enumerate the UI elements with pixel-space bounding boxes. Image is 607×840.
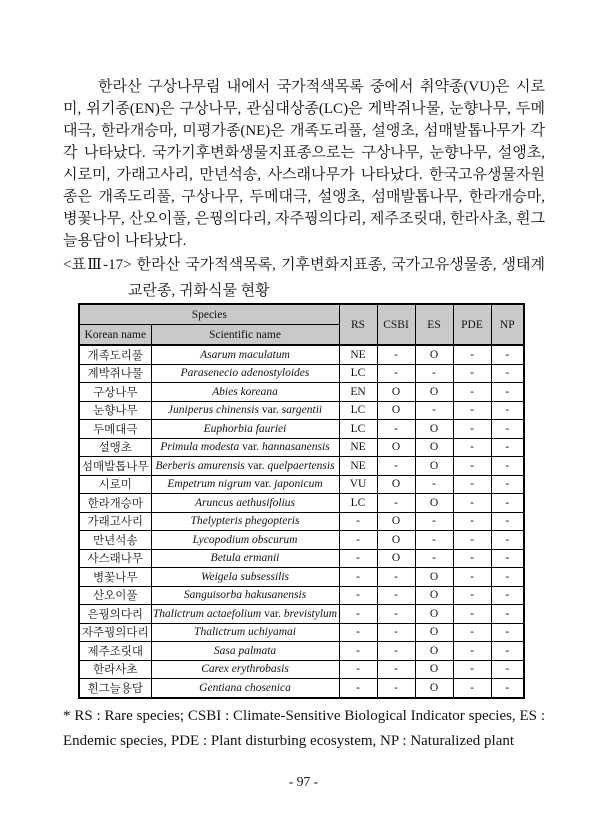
korean-name-cell: 두메대극 (79, 420, 151, 439)
scientific-name-cell: Parasenecio adenostyloides (151, 364, 339, 383)
table-row (79, 345, 524, 364)
rs-cell: - (339, 568, 377, 587)
caption-label: <표Ⅲ-17> (63, 257, 132, 273)
caption-text: 한라산 국가적색목록, 기후변화지표종, 국가고유생물종, 생태계교란종, 귀화식물 현황 (128, 257, 546, 299)
es-cell: O (415, 383, 453, 402)
es-header: ES (415, 304, 453, 345)
table-row (79, 457, 524, 476)
np-cell: - (491, 420, 524, 439)
table-row (79, 494, 524, 513)
korean-name-cell: 구상나무 (79, 383, 151, 402)
korean-name-cell: 한라개승마 (79, 494, 151, 513)
np-cell: - (491, 383, 524, 402)
rs-cell: - (339, 586, 377, 605)
csbi-cell: O (377, 475, 415, 494)
es-cell: O (415, 494, 453, 513)
pde-cell: - (453, 475, 491, 494)
pde-cell: - (453, 401, 491, 420)
table-row (79, 623, 524, 642)
np-cell: - (491, 679, 524, 698)
scientific-name-cell: Betula ermanii (151, 549, 339, 568)
pde-cell: - (453, 605, 491, 624)
es-cell: - (415, 401, 453, 420)
rs-cell: - (339, 531, 377, 550)
csbi-cell: O (377, 531, 415, 550)
rs-cell: - (339, 549, 377, 568)
korean-name-cell: 가래고사리 (79, 512, 151, 531)
csbi-cell: - (377, 586, 415, 605)
scientific-name-cell: Thalictrum uchiyamai (151, 623, 339, 642)
csbi-cell: O (377, 401, 415, 420)
np-cell: - (491, 568, 524, 587)
pde-cell: - (453, 679, 491, 698)
pde-cell: - (453, 642, 491, 661)
scientific-name-cell: Thalictrum actaefolium var. brevistylum (151, 605, 339, 624)
rs-cell: VU (339, 475, 377, 494)
es-cell: - (415, 531, 453, 550)
np-cell: - (491, 512, 524, 531)
table-row (79, 512, 524, 531)
table-row (79, 605, 524, 624)
species-table-header (79, 304, 524, 345)
csbi-cell: O (377, 512, 415, 531)
csbi-header: CSBI (377, 304, 415, 345)
species-table-body (79, 345, 524, 698)
pde-cell: - (453, 549, 491, 568)
table-row (79, 660, 524, 679)
csbi-cell: - (377, 660, 415, 679)
scientific-name-cell: Sasa palmata (151, 642, 339, 661)
korean-name-cell: 산오이풀 (79, 586, 151, 605)
korean-name-cell: 병꽃나무 (79, 568, 151, 587)
table-row (79, 679, 524, 698)
csbi-cell: - (377, 364, 415, 383)
scientific-name-cell: Euphorbia fauriei (151, 420, 339, 439)
table-row (79, 420, 524, 439)
es-cell: O (415, 642, 453, 661)
species-table (78, 303, 525, 699)
rs-cell: - (339, 679, 377, 698)
pde-cell: - (453, 531, 491, 550)
table-row (79, 549, 524, 568)
rs-cell: LC (339, 494, 377, 513)
pde-cell: - (453, 586, 491, 605)
species-header: Species (79, 304, 339, 325)
pde-cell: - (453, 568, 491, 587)
np-cell: - (491, 457, 524, 476)
es-cell: O (415, 345, 453, 364)
es-cell: O (415, 605, 453, 624)
korean-name-cell: 개족도리풀 (79, 345, 151, 364)
csbi-cell: - (377, 457, 415, 476)
footnote-text: * RS : Rare species; CSBI : Climate-Sensitive Biological Indicator species, ES : Endemic species, PDE : Plant disturbing ecosystem, NP : Naturalized plant (63, 708, 545, 749)
pde-cell: - (453, 345, 491, 364)
table-caption (63, 252, 545, 304)
rs-cell: - (339, 605, 377, 624)
rs-cell: LC (339, 420, 377, 439)
pde-header: PDE (453, 304, 491, 345)
np-cell: - (491, 623, 524, 642)
korean-name-cell: 눈향나무 (79, 401, 151, 420)
scientific-name-cell: Empetrum nigrum var. japonicum (151, 475, 339, 494)
scientific-name-cell: Aruncus aethusifolius (151, 494, 339, 513)
rs-header: RS (339, 304, 377, 345)
pde-cell: - (453, 438, 491, 457)
pde-cell: - (453, 494, 491, 513)
es-cell: - (415, 512, 453, 531)
es-cell: O (415, 438, 453, 457)
body-paragraph: 한라산 구상나무림 내에서 국가적색목록 중에서 취약종(VU)은 시로미, 위기종(EN)은 구상나무, 관심대상종(LC)은 게박쥐나물, 눈향나무, 두메대극, 한라개승마, 미평가종(NE)은 개족도리풀, 설앵초, 섬매발톱나무가 각각 나타났다. 국가기후변화생물지표종으로는 구상나무, 눈향나무, 설앵초, 시로미, 가래고사리, 만년석송, 사스래나무가 나타났다. 한국고유생물자원종은 개족도리풀, 구상나무, 두메대극, 설앵초, 섬매발톱나무, 한라개승마, 병꽃나무, 산오이풀, 은꿩의다리, 자주꿩의다리, 제주조릿대, 한라사초, 흰그늘용담이 나타났다. (63, 79, 545, 249)
scientific-name-cell: Sanguisorba hakusanensis (151, 586, 339, 605)
korean-name-cell: 사스래나무 (79, 549, 151, 568)
table-row (79, 586, 524, 605)
es-cell: O (415, 420, 453, 439)
csbi-cell: - (377, 345, 415, 364)
np-cell: - (491, 475, 524, 494)
es-cell: O (415, 586, 453, 605)
korean-name-cell: 제주조릿대 (79, 642, 151, 661)
scientific-name-cell: Carex erythrobasis (151, 660, 339, 679)
pde-cell: - (453, 623, 491, 642)
page-number: - 97 - (288, 774, 319, 789)
csbi-cell: O (377, 438, 415, 457)
np-cell: - (491, 660, 524, 679)
es-cell: O (415, 660, 453, 679)
scientific-name-cell: Abies koreana (151, 383, 339, 402)
csbi-cell: - (377, 568, 415, 587)
pde-cell: - (453, 457, 491, 476)
pde-cell: - (453, 364, 491, 383)
pde-cell: - (453, 660, 491, 679)
rs-cell: NE (339, 457, 377, 476)
rs-cell: - (339, 623, 377, 642)
pde-cell: - (453, 420, 491, 439)
scientific-name-cell: Lycopodium obscurum (151, 531, 339, 550)
rs-cell: LC (339, 401, 377, 420)
csbi-cell: - (377, 642, 415, 661)
pde-cell: - (453, 512, 491, 531)
csbi-cell: O (377, 383, 415, 402)
scientific-name-cell: Asarum maculatum (151, 345, 339, 364)
scientific-name-cell: Gentiana chosenica (151, 679, 339, 698)
csbi-cell: - (377, 623, 415, 642)
korean-name-header: Korean name (79, 325, 151, 346)
korean-name-cell: 설앵초 (79, 438, 151, 457)
scientific-name-cell: Primula modesta var. hannasanensis (151, 438, 339, 457)
korean-name-cell: 만년석송 (79, 531, 151, 550)
es-cell: - (415, 549, 453, 568)
rs-cell: NE (339, 438, 377, 457)
es-cell: O (415, 679, 453, 698)
korean-name-cell: 섬매발톱나무 (79, 457, 151, 476)
scientific-name-cell: Weigela subsessilis (151, 568, 339, 587)
es-cell: - (415, 364, 453, 383)
scientific-name-cell: Thelypteris phegopteris (151, 512, 339, 531)
korean-name-cell: 은꿩의다리 (79, 605, 151, 624)
rs-cell: - (339, 642, 377, 661)
table-row (79, 364, 524, 383)
rs-cell: LC (339, 364, 377, 383)
np-cell: - (491, 345, 524, 364)
csbi-cell: - (377, 494, 415, 513)
rs-cell: NE (339, 345, 377, 364)
table-row (79, 383, 524, 402)
np-header: NP (491, 304, 524, 345)
scientific-name-cell: Berberis amurensis var. quelpaertensis (151, 457, 339, 476)
csbi-cell: - (377, 420, 415, 439)
np-cell: - (491, 586, 524, 605)
np-cell: - (491, 438, 524, 457)
csbi-cell: - (377, 679, 415, 698)
csbi-cell: - (377, 605, 415, 624)
rs-cell: - (339, 660, 377, 679)
np-cell: - (491, 364, 524, 383)
korean-name-cell: 시로미 (79, 475, 151, 494)
scientific-name-header: Scientific name (151, 325, 339, 346)
np-cell: - (491, 642, 524, 661)
table-row (79, 438, 524, 457)
table-row (79, 642, 524, 661)
species-table-container (78, 303, 525, 699)
es-cell: O (415, 457, 453, 476)
korean-name-cell: 한라사초 (79, 660, 151, 679)
korean-name-cell: 계박쥐나물 (79, 364, 151, 383)
np-cell: - (491, 401, 524, 420)
table-row (79, 531, 524, 550)
es-cell: O (415, 568, 453, 587)
rs-cell: - (339, 512, 377, 531)
korean-name-cell: 자주꿩의다리 (79, 623, 151, 642)
csbi-cell: O (377, 549, 415, 568)
es-cell: - (415, 475, 453, 494)
np-cell: - (491, 549, 524, 568)
np-cell: - (491, 531, 524, 550)
np-cell: - (491, 494, 524, 513)
rs-cell: EN (339, 383, 377, 402)
korean-name-cell: 흰그늘용담 (79, 679, 151, 698)
pde-cell: - (453, 383, 491, 402)
np-cell: - (491, 605, 524, 624)
table-row (79, 401, 524, 420)
scientific-name-cell: Juniperus chinensis var. sargentii (151, 401, 339, 420)
table-row (79, 568, 524, 587)
table-row (79, 475, 524, 494)
es-cell: O (415, 623, 453, 642)
